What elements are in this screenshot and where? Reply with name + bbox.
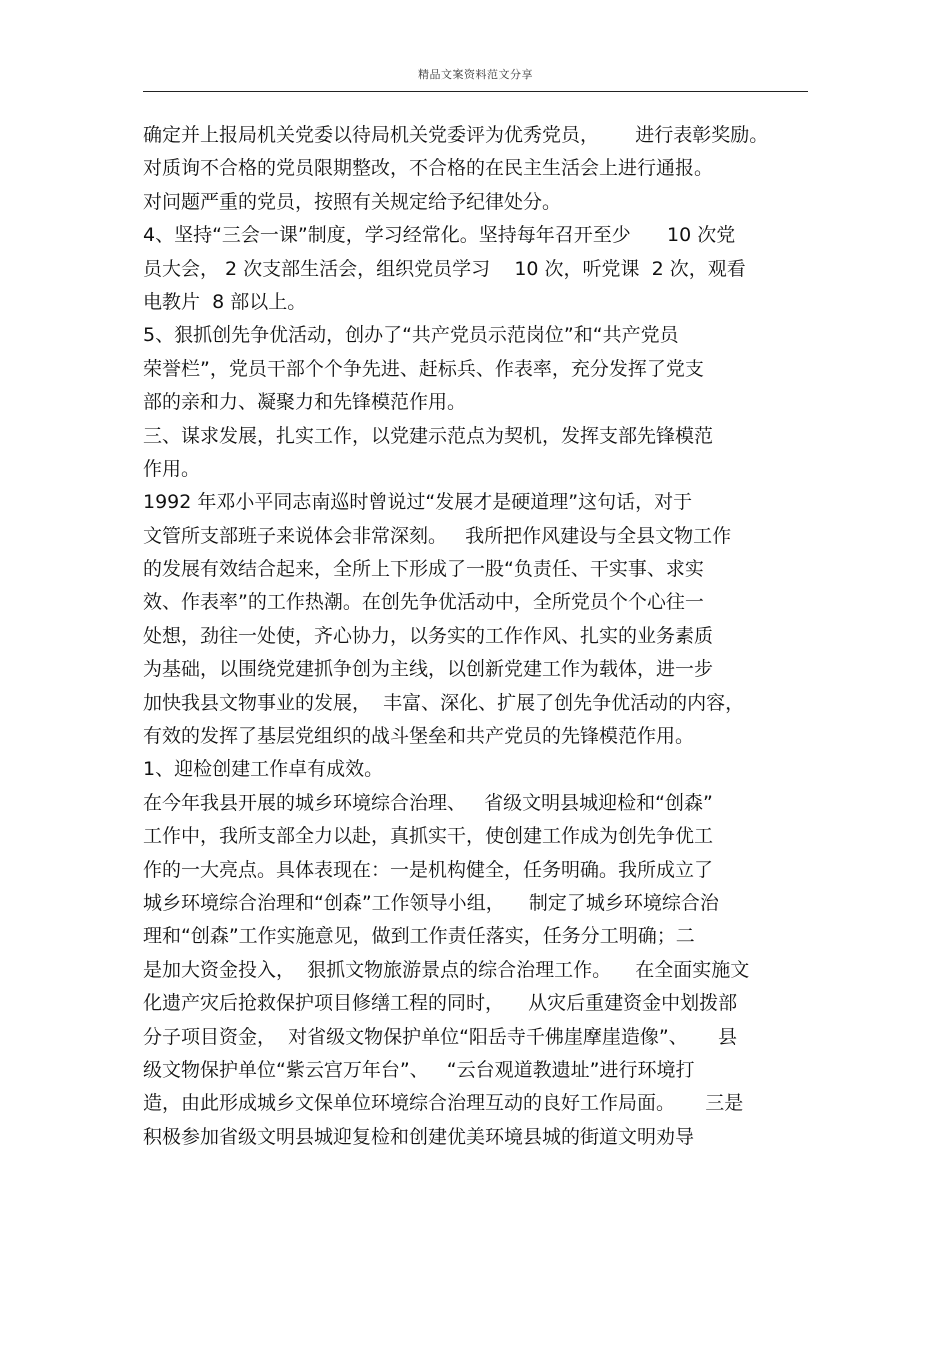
text-line: 员大会， 2 次支部生活会，组织党员学习 10 次，听党课 2 次，观看 xyxy=(143,257,746,280)
text-line: 作的一大亮点。具体表现在：一是机构健全，任务明确。我所成立了 xyxy=(143,858,714,881)
subsection-heading: 1、迎检创建工作卓有成效。 xyxy=(143,758,384,781)
page-header xyxy=(143,64,808,92)
text-line: 确定并上报局机关党委以待局机关党委评为优秀党员， 进行表彰奖励。 xyxy=(143,124,769,146)
text-line: 有效的发挥了基层党组织的战斗堡垒和共产党员的先锋模范作用。 xyxy=(143,725,695,748)
header-title: 精品文案资料范文分享 xyxy=(418,68,533,81)
text-line: 处想，劲往一处使，齐心协力，以务实的工作作风、扎实的业务素质 xyxy=(143,624,714,647)
text-line: 电教片 8 部以上。 xyxy=(143,290,307,313)
text-line: 对质询不合格的党员限期整改，不合格的在民主生活会上进行通报。 xyxy=(143,157,714,180)
text-line: 为基础，以围绕党建抓争创为主线，以创新党建工作为载体，进一步 xyxy=(143,658,714,681)
text-line: 效、作表率”的工作热潮。在创先争优活动中，全所党员个个心往一 xyxy=(143,591,704,614)
header-divider xyxy=(143,91,808,92)
text-line: 化遗产灾后抢救保护项目修缮工程的同时， 从灾后重建资金中划拨部 xyxy=(143,992,738,1015)
text-line: 是加大资金投入， 狠抓文物旅游景点的综合治理工作。 在全面实施文 xyxy=(143,958,750,981)
text-line: 4、坚持“三会一课”制度，学习经常化。坚持每年召开至少 10 次党 xyxy=(143,224,736,247)
section-heading: 三、谋求发展，扎实工作，以党建示范点为契机，发挥支部先锋模范 xyxy=(143,424,714,447)
text-line: 5、狠抓创先争优活动，创办了“共产党员示范岗位”和“共产党员 xyxy=(143,324,679,347)
text-line: 分子项目资金， 对省级文物保护单位“阳岳寺千佛崖摩崖造像”、 县 xyxy=(143,1025,737,1048)
text-line: 工作中，我所支部全力以赴，真抓实干，使创建工作成为创先争优工 xyxy=(143,825,714,848)
text-line: 积极参加省级文明县城迎复检和创建优美环境县城的街道文明劝导 xyxy=(143,1125,695,1148)
text-line: 荣誉栏”，党员干部个个争先进、赶标兵、作表率，充分发挥了党支 xyxy=(143,357,704,380)
text-line: 对问题严重的党员，按照有关规定给予纪律处分。 xyxy=(143,190,562,213)
text-line: 理和“创森”工作实施意见，做到工作责任落实，任务分工明确；二 xyxy=(143,925,695,948)
text-line: 部的亲和力、凝聚力和先锋模范作用。 xyxy=(143,391,467,414)
text-line: 加快我县文物事业的发展， 丰富、深化、扩展了创先争优活动的内容， xyxy=(143,691,745,714)
text-line: 级文物保护单位“紫云宫万年台”、 “云台观道教遗址”进行环境打 xyxy=(143,1058,695,1081)
text-line: 在今年我县开展的城乡环境综合治理、 省级文明县城迎检和“创森” xyxy=(143,791,713,814)
text-line: 1992 年邓小平同志南巡时曾说过“发展才是硬道理”这句话，对于 xyxy=(143,491,693,514)
document-body xyxy=(143,119,813,1154)
text-line: 城乡环境综合治理和“创森”工作领导小组， 制定了城乡环境综合治 xyxy=(143,891,719,914)
text-line: 文管所支部班子来说体会非常深刻。 我所把作风建设与全县文物工作 xyxy=(143,524,732,547)
text-line: 造，由此形成城乡文保单位环境综合治理互动的良好工作局面。 三是 xyxy=(143,1092,744,1115)
text-line: 作用。 xyxy=(143,457,201,480)
text-line: 的发展有效结合起来，全所上下形成了一股“负责任、干实事、求实 xyxy=(143,558,704,581)
